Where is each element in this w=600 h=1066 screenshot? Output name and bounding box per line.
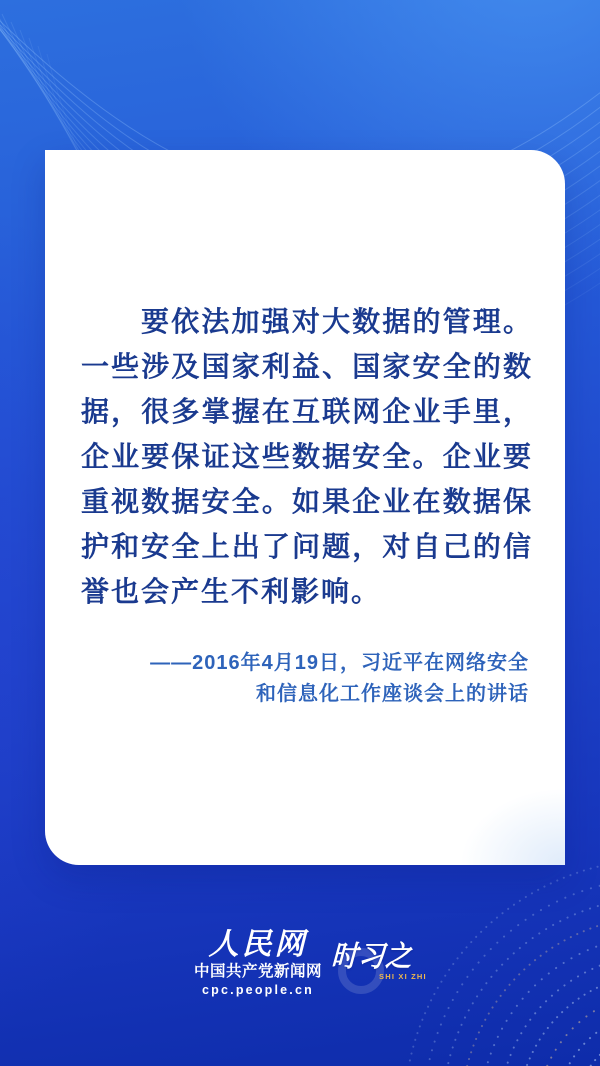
attribution-line-2: 和信息化工作座谈会上的讲话 [256,683,529,705]
quote-attribution [150,648,529,710]
peoples-daily-logo [178,929,338,997]
shixizhi-wordmark: 时习之 [330,941,414,973]
cpc-news-site-name: 中国共产党新闻网 [193,963,322,980]
attribution-line-1: ——2016年4月19日，习近平在网络安全 [150,652,529,674]
quote-text: 要依法加强对大数据的管理。一些涉及国家利益、国家安全的数据，很多掌握在互联网企业手里，企业要保证这些数据安全。企业要重视数据安全。如果企业在数据保护和安全上出了问题，对自己的信誉也会产生不利影响。 [81,307,533,608]
shixizhi-romanized: SHI XI ZHI [379,972,427,981]
quote-card [45,150,565,865]
shixizhi-logo [332,939,462,1011]
peoples-daily-wordmark: 人民网 [208,928,308,961]
cpc-news-domain: cpc.people.cn [202,983,314,997]
